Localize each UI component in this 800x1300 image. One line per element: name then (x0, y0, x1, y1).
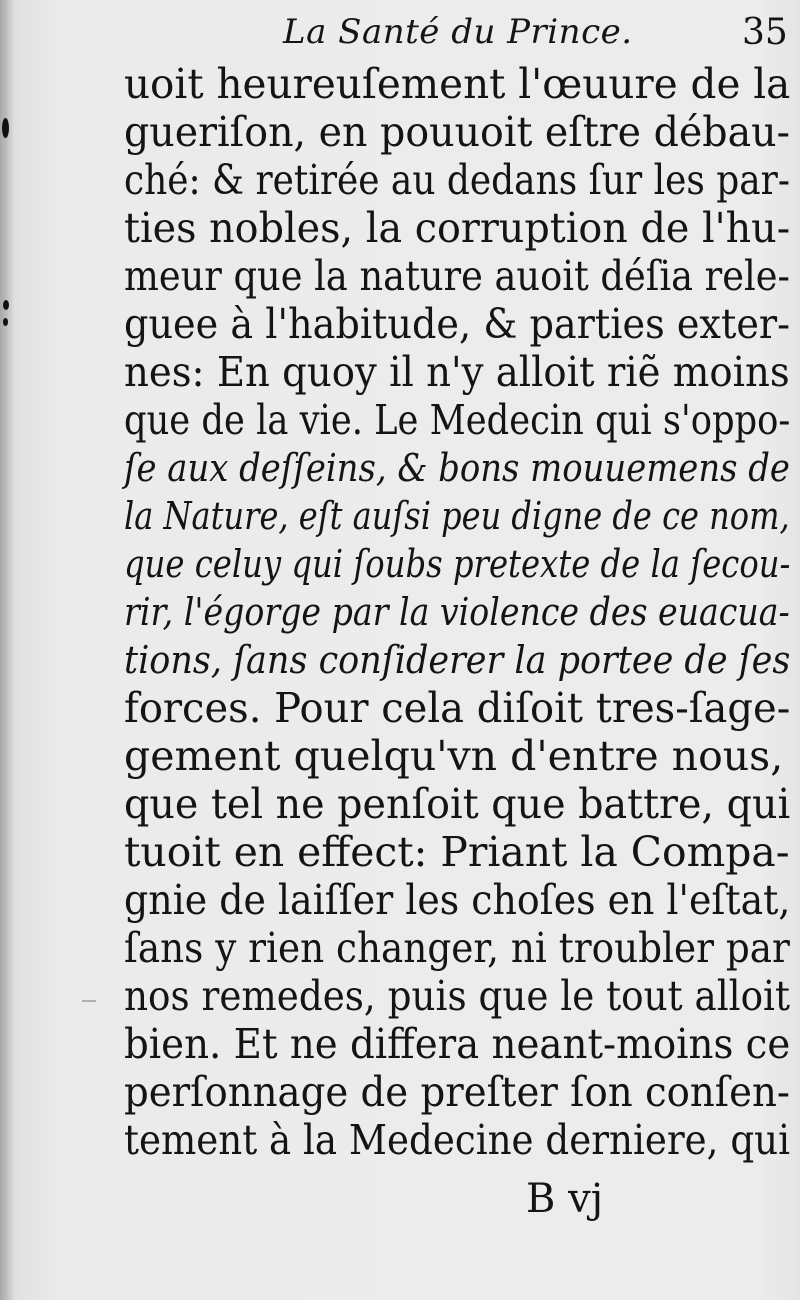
text-line: que de la vie. Le Medecin qui s'oppo- (124, 396, 791, 444)
text-line: guee à l'habitude, & parties exter- (124, 300, 791, 348)
text-line: tions, ſans conſiderer la portee de ſes (124, 638, 791, 682)
text-line: meur que la nature auoit déſia rele- (124, 252, 790, 300)
text-line: ché: & retirée au dedans ſur les par- (124, 156, 790, 204)
text-line: nes: En quoy il n'y alloit riẽ moins (124, 348, 790, 396)
text-line: gement quelqu'vn d'entre nous, (124, 732, 784, 780)
text-line: perſonnage de preſter ſon conſen- (124, 1068, 790, 1116)
text-line: ſans y rien changer, ni troubler par (124, 924, 790, 972)
text-line: ties nobles, la corruption de l'hu- (124, 204, 791, 252)
signature-mark: B vj (526, 1176, 604, 1222)
text-line: gnie de laiſſer les choſes en l'eſtat, (124, 876, 791, 924)
text-line: que tel ne penſoit que battre, qui (124, 780, 791, 828)
text-line: uoit heureuſement l'œuure de la (124, 60, 791, 108)
page-number: 35 (742, 12, 788, 53)
text-line: gueriſon, en pouuoit eſtre débau- (124, 108, 790, 156)
ink-blot (3, 318, 8, 326)
text-line: la Nature, eſt auſsi peu digne de ce nom, (124, 494, 790, 538)
margin-mark (82, 1000, 96, 1002)
running-head-title: La Santé du Prince. (283, 12, 633, 52)
text-line: tuoit en effect: Priant la Compa- (124, 828, 790, 876)
page-edge-shadow (0, 0, 14, 1300)
text-line: rir, l'égorge par la violence des euacua- (124, 590, 790, 634)
ink-blot (2, 118, 9, 138)
text-line: ſe aux deſſeins, & bons mouuemens de (124, 446, 790, 490)
text-line: bien. Et ne differa neant-moins ce (124, 1020, 791, 1068)
ink-blot (3, 300, 9, 310)
text-line: tement à la Medecine derniere, qui (124, 1116, 791, 1164)
text-line: forces. Pour cela diſoit tres-ſage- (124, 684, 791, 732)
running-head (0, 10, 800, 60)
text-line: nos remedes, puis que le tout alloit (124, 972, 790, 1020)
text-line: que celuy qui ſoubs pretexte de la ſecou- (124, 542, 791, 586)
